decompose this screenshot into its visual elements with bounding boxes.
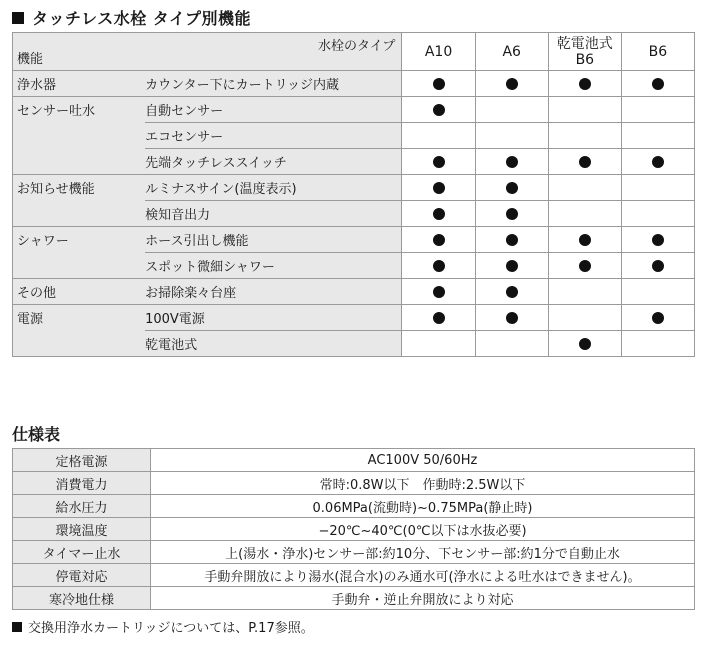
spec-row — [13, 449, 695, 472]
feature-item: お掃除楽々台座 — [145, 279, 402, 305]
feature-cell — [548, 279, 621, 305]
feature-item: ホース引出し機能 — [145, 227, 402, 253]
feature-cell — [475, 71, 548, 97]
feature-cell — [548, 253, 621, 279]
filled-circle-icon — [433, 286, 445, 298]
feature-group: その他 — [13, 279, 146, 305]
feature-cell — [621, 175, 694, 201]
feature-cell — [621, 97, 694, 123]
type-header-a6: A6 — [475, 33, 548, 71]
feature-item: 先端タッチレススイッチ — [145, 149, 402, 175]
filled-circle-icon — [579, 338, 591, 350]
feature-group: センサー吐水 — [13, 97, 146, 123]
feature-item: 乾電池式 — [145, 331, 402, 357]
filled-circle-icon — [579, 156, 591, 168]
feature-item: 100V電源 — [145, 305, 402, 331]
feature-item: 自動センサー — [145, 97, 402, 123]
feature-row — [13, 279, 695, 305]
feature-item: ルミナスサイン(温度表示) — [145, 175, 402, 201]
feature-row — [13, 149, 695, 175]
feature-cell — [475, 123, 548, 149]
feature-cell — [475, 279, 548, 305]
feature-group: シャワー — [13, 227, 146, 253]
type-header-battery-b6: 乾電池式 B6 — [548, 33, 621, 71]
feature-row — [13, 71, 695, 97]
type-header-a10: A10 — [402, 33, 475, 71]
feature-cell — [402, 331, 475, 357]
feature-cell — [621, 71, 694, 97]
spec-table-body — [13, 449, 695, 610]
feature-group — [13, 149, 146, 175]
feature-group: お知らせ機能 — [13, 175, 146, 201]
spec-label: タイマー止水 — [13, 541, 151, 564]
feature-row — [13, 305, 695, 331]
spec-row — [13, 495, 695, 518]
feature-table-body — [13, 71, 695, 357]
square-bullet-icon — [12, 622, 22, 632]
feature-column-header: 機能 — [13, 33, 146, 71]
feature-cell — [621, 331, 694, 357]
filled-circle-icon — [506, 182, 518, 194]
feature-cell — [475, 305, 548, 331]
feature-item: カウンター下にカートリッジ内蔵 — [145, 71, 402, 97]
feature-cell — [475, 253, 548, 279]
feature-table — [12, 32, 695, 357]
filled-circle-icon — [652, 312, 664, 324]
feature-group: 浄水器 — [13, 71, 146, 97]
filled-circle-icon — [506, 208, 518, 220]
feature-row — [13, 123, 695, 149]
spec-row — [13, 564, 695, 587]
page-heading — [12, 6, 251, 29]
feature-cell — [475, 201, 548, 227]
filled-circle-icon — [652, 78, 664, 90]
spec-row — [13, 587, 695, 610]
feature-cell — [475, 175, 548, 201]
square-bullet-icon — [12, 12, 24, 24]
filled-circle-icon — [433, 182, 445, 194]
spec-label: 停電対応 — [13, 564, 151, 587]
spec-row — [13, 541, 695, 564]
feature-item: 検知音出力 — [145, 201, 402, 227]
feature-header-row — [13, 33, 695, 71]
feature-cell — [548, 149, 621, 175]
feature-group — [13, 123, 146, 149]
filled-circle-icon — [579, 234, 591, 246]
feature-group — [13, 253, 146, 279]
feature-cell — [621, 253, 694, 279]
spec-label: 給水圧力 — [13, 495, 151, 518]
filled-circle-icon — [433, 156, 445, 168]
type-header-b6: B6 — [621, 33, 694, 71]
spec-table — [12, 448, 695, 610]
feature-cell — [402, 227, 475, 253]
heading-text: タッチレス水栓 タイプ別機能 — [32, 9, 251, 28]
feature-cell — [548, 71, 621, 97]
filled-circle-icon — [506, 78, 518, 90]
filled-circle-icon — [433, 260, 445, 272]
feature-cell — [475, 331, 548, 357]
feature-cell — [402, 71, 475, 97]
spec-label: 環境温度 — [13, 518, 151, 541]
feature-group — [13, 201, 146, 227]
feature-cell — [548, 97, 621, 123]
filled-circle-icon — [506, 286, 518, 298]
filled-circle-icon — [433, 234, 445, 246]
feature-cell — [621, 123, 694, 149]
feature-cell — [475, 149, 548, 175]
filled-circle-icon — [433, 208, 445, 220]
spec-title: 仕様表 — [12, 425, 61, 444]
feature-row — [13, 227, 695, 253]
spec-label: 定格電源 — [13, 449, 151, 472]
filled-circle-icon — [652, 234, 664, 246]
feature-cell — [402, 175, 475, 201]
feature-cell — [475, 97, 548, 123]
feature-cell — [402, 305, 475, 331]
feature-cell — [621, 279, 694, 305]
filled-circle-icon — [433, 312, 445, 324]
spec-value: 上(湯水・浄水)センサー部:約10分、下センサー部:約1分で自動止水 — [151, 541, 695, 564]
feature-cell — [402, 253, 475, 279]
feature-cell — [548, 123, 621, 149]
feature-cell — [621, 305, 694, 331]
feature-cell — [548, 227, 621, 253]
feature-cell — [548, 201, 621, 227]
feature-group — [13, 331, 146, 357]
spec-row — [13, 518, 695, 541]
footnote — [12, 617, 314, 636]
feature-item: スポット微細シャワー — [145, 253, 402, 279]
filled-circle-icon — [506, 234, 518, 246]
filled-circle-icon — [579, 78, 591, 90]
spec-label: 消費電力 — [13, 472, 151, 495]
filled-circle-icon — [652, 156, 664, 168]
feature-row — [13, 331, 695, 357]
filled-circle-icon — [506, 260, 518, 272]
spec-value: 手動弁・逆止弁開放により対応 — [151, 587, 695, 610]
feature-cell — [402, 123, 475, 149]
feature-cell — [621, 149, 694, 175]
filled-circle-icon — [652, 260, 664, 272]
feature-row — [13, 97, 695, 123]
feature-cell — [621, 227, 694, 253]
spec-row — [13, 472, 695, 495]
feature-group: 電源 — [13, 305, 146, 331]
feature-item: エコセンサー — [145, 123, 402, 149]
feature-cell — [402, 149, 475, 175]
feature-cell — [402, 201, 475, 227]
filled-circle-icon — [506, 156, 518, 168]
feature-cell — [475, 227, 548, 253]
feature-cell — [548, 305, 621, 331]
spec-label: 寒冷地仕様 — [13, 587, 151, 610]
feature-cell — [621, 201, 694, 227]
filled-circle-icon — [433, 78, 445, 90]
spec-value: AC100V 50/60Hz — [151, 449, 695, 472]
feature-cell — [402, 279, 475, 305]
feature-cell — [548, 175, 621, 201]
footnote-text: 交換用浄水カートリッジについては、P.17参照。 — [28, 621, 314, 636]
spec-value: 手動弁開放により湯水(混合水)のみ通水可(浄水による吐水はできません)。 — [151, 564, 695, 587]
filled-circle-icon — [579, 260, 591, 272]
spec-value: −20℃~40℃(0℃以下は水抜必要) — [151, 518, 695, 541]
feature-row — [13, 175, 695, 201]
feature-row — [13, 253, 695, 279]
spec-value: 常時:0.8W以下 作動時:2.5W以下 — [151, 472, 695, 495]
spec-value: 0.06MPa(流動時)~0.75MPa(静止時) — [151, 495, 695, 518]
type-column-header: 水栓のタイプ — [145, 33, 402, 71]
feature-row — [13, 201, 695, 227]
feature-cell — [402, 97, 475, 123]
feature-cell — [548, 331, 621, 357]
filled-circle-icon — [433, 104, 445, 116]
filled-circle-icon — [506, 312, 518, 324]
